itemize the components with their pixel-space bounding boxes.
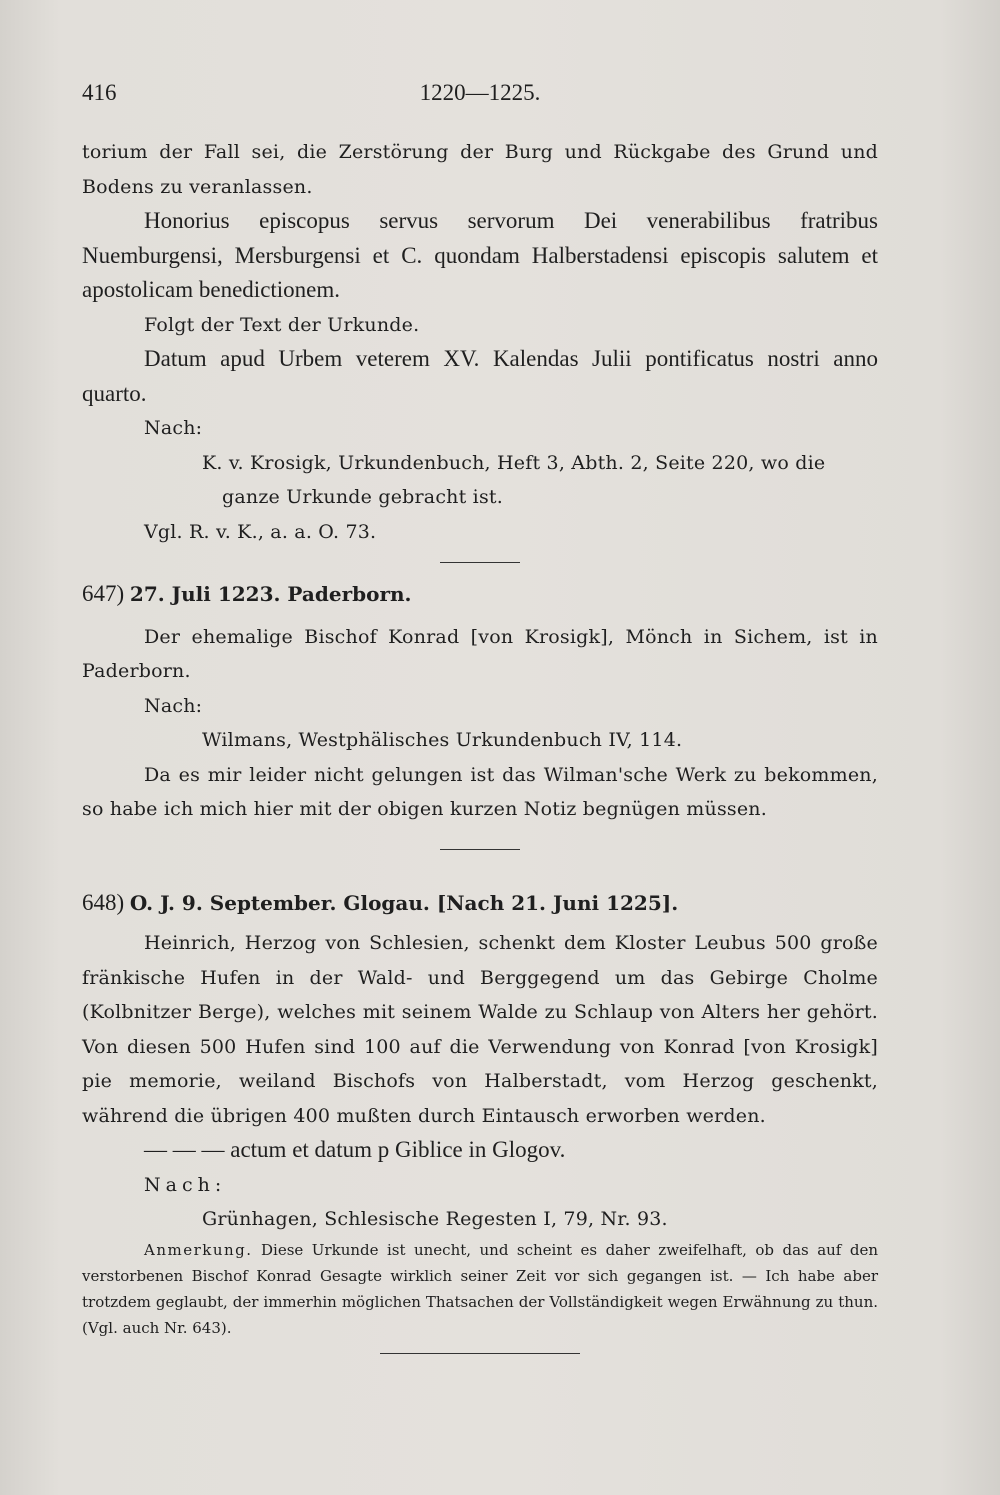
entry-647-text: Der ehemalige Bischof Konrad [von Krosigk], Mönch in Sichem, ist in Paderborn. bbox=[82, 625, 878, 682]
section-divider bbox=[440, 849, 520, 850]
nach-label: Nach: bbox=[144, 1173, 227, 1196]
datum-line: Datum apud Urbem veterem XV. Kalendas Julii pontificatus nostri anno quarto. bbox=[82, 346, 878, 406]
page-header bbox=[82, 80, 878, 110]
running-title-years: 1220—1225. bbox=[419, 80, 541, 105]
vgl-reference: Vgl. R. v. K., a. a. O. 73. bbox=[144, 520, 377, 543]
actum-line: — — — actum et datum p Giblice in Glogov. bbox=[144, 1137, 566, 1162]
footnote-text: Diese Urkunde ist unecht, und scheint es daher zweifelhaft, ob das auf den verstorbenen Bischof Konrad Gesagte wirklich seiner Zeit vor sich gegangen ist. — Ich habe aber trotzdem geglaubt, der immerhin möglichen Thatsachen der Vollständigkeit wegen Erwähnung zu thun. (Vgl. auch Nr. 643). bbox=[82, 1240, 878, 1337]
source-citation: K. v. Krosigk, Urkundenbuch, Heft 3, Abth. 2, Seite 220, wo die bbox=[202, 451, 826, 474]
latin-salutation: Honorius episcopus servus servorum Dei venerabilibus fratribus Nuemburgensi, Mersburgensi et C. quondam Halberstadensi episcopis salutem et apostolicam benedictionem. bbox=[82, 208, 878, 302]
entry-647-title bbox=[82, 577, 878, 612]
entry-648-text: Heinrich, Herzog von Schlesien, schenkt dem Kloster Leubus 500 große fränkische Hufen in der Wald- und Berggegend um das Gebirge Cholme (Kolbnitzer Berge), welches mit seinem Walde zu Schlaup von Alters her gehört. Von diesen 500 Hufen sind 100 auf die Verwendung von Konrad [von Krosigk] pie memorie, weiland Bischofs von Halberstadt, vom Herzog geschenkt, während die übrigen 400 mußten durch Eintausch erworben werden. bbox=[82, 932, 878, 1127]
page-number: 416 bbox=[82, 80, 117, 105]
source-citation-cont: ganze Urkunde gebracht ist. bbox=[222, 486, 503, 508]
page-body bbox=[82, 135, 878, 1354]
source-citation: Grünhagen, Schlesische Regesten I, 79, Nr. 93. bbox=[202, 1208, 668, 1230]
text-follows-note: Folgt der Text der Urkunde. bbox=[144, 313, 420, 336]
end-divider bbox=[380, 1353, 580, 1354]
nach-label: Nach: bbox=[144, 417, 203, 439]
nach-label: Nach: bbox=[144, 694, 203, 717]
entry-648-title bbox=[82, 886, 878, 921]
footnote bbox=[82, 1237, 878, 1341]
footnote-label: Anmerkung. bbox=[144, 1240, 253, 1259]
entry-number: 647) bbox=[82, 581, 125, 606]
entry-heading: 27. Juli 1223. Paderborn. bbox=[129, 582, 412, 606]
source-citation: Wilmans, Westphälisches Urkundenbuch IV, 114. bbox=[202, 729, 683, 751]
entry-number: 648) bbox=[82, 889, 125, 915]
section-divider bbox=[440, 562, 520, 563]
entry-647-remark: Da es mir leider nicht gelungen ist das Wilman'sche Werk zu bekommen, so habe ich mich hier mit der obigen kurzen Notiz begnügen müssen. bbox=[82, 763, 878, 820]
entry-heading: O. J. 9. September. Glogau. [Nach 21. Juni 1225]. bbox=[129, 890, 679, 915]
intro-continuation: torium der Fall sei, die Zerstörung der Burg und Rückgabe des Grund und Bodens zu veranlassen. bbox=[82, 141, 878, 198]
